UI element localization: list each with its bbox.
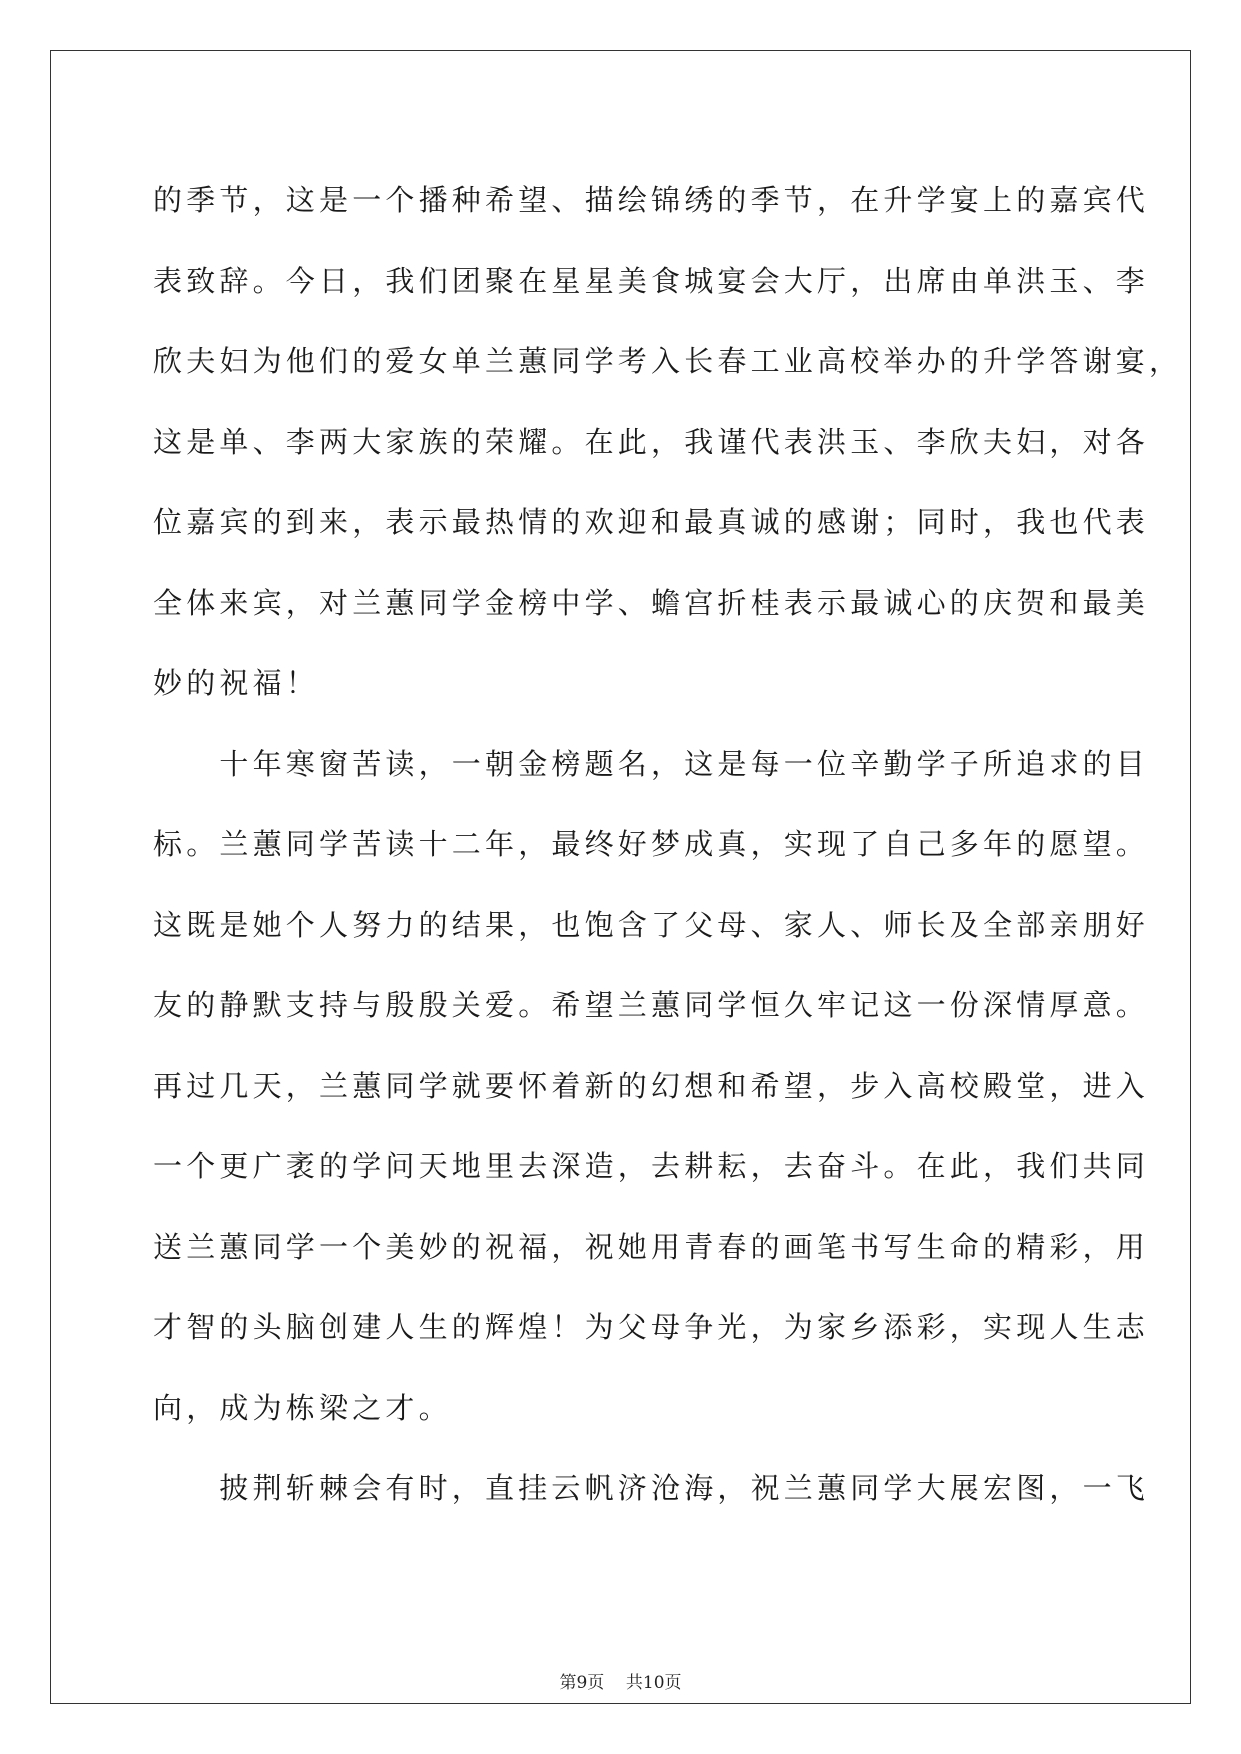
page-total: 共10页 xyxy=(625,1673,682,1693)
text-line: 再过几天，兰蕙同学就要怀着新的幻想和希望，步入高校殿堂，进入 xyxy=(153,1068,1150,1103)
text-line: 位嘉宾的到来，表示最热情的欢迎和最真诚的感谢；同时，我也代表 xyxy=(153,505,1150,539)
text-line: 才智的头脑创建人生的辉煌！为父母争光，为家乡添彩，实现人生志 xyxy=(153,1310,1150,1344)
text-line: 的季节，这是一个播种希望、描绘锦绣的季节，在升学宴上的嘉宾代 xyxy=(153,183,1150,217)
text-line: 这是单、李两大家族的荣耀。在此，我谨代表洪玉、李欣夫妇，对各 xyxy=(153,424,1150,459)
text-line: 向，成为栋梁之才。 xyxy=(153,1390,452,1425)
text-line: 一个更广袤的学问天地里去深造，去耕耘，去奋斗。在此，我们共同 xyxy=(153,1149,1150,1183)
text-line: 欣夫妇为他们的爱女单兰蕙同学考入长春工业高校举办的升学答谢宴， xyxy=(153,344,1183,378)
document-body xyxy=(153,160,1183,1529)
text-line: 标。兰蕙同学苦读十二年，最终好梦成真，实现了自己多年的愿望。 xyxy=(153,827,1150,861)
text-line: 表致辞。今日，我们团聚在星星美食城宴会大厅，出席由单洪玉、李 xyxy=(153,263,1150,298)
page-number: 第9页 xyxy=(559,1673,605,1693)
page-footer xyxy=(0,1668,1241,1693)
text-line: 友的静默支持与殷殷关爱。希望兰蕙同学恒久牢记这一份深情厚意。 xyxy=(153,988,1150,1022)
text-line: 披荆斩棘会有时，直挂云帆济沧海，祝兰蕙同学大展宏图，一飞 xyxy=(153,1471,1150,1505)
text-line: 送兰蕙同学一个美妙的祝福，祝她用青春的画笔书写生命的精彩，用 xyxy=(153,1229,1150,1264)
text-line: 妙的祝福！ xyxy=(153,666,320,700)
text-line: 全体来宾，对兰蕙同学金榜中学、蟾宫折桂表示最诚心的庆贺和最美 xyxy=(153,585,1150,620)
text-line: 十年寒窗苦读，一朝金榜题名，这是每一位辛勤学子所追求的目 xyxy=(153,746,1150,781)
text-line: 这既是她个人努力的结果，也饱含了父母、家人、师长及全部亲朋好 xyxy=(153,907,1150,942)
